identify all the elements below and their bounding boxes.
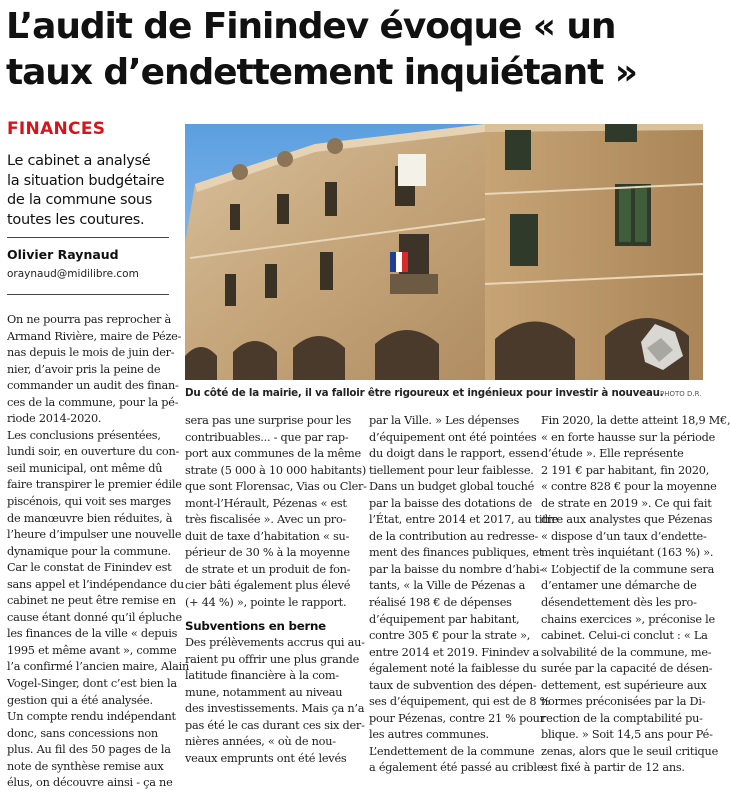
text-line: de manœuvre bien réduites, à bbox=[7, 511, 173, 525]
text-line: les finances de la ville « depuis bbox=[7, 627, 178, 641]
divider bbox=[7, 294, 169, 295]
text-line: L’endettement de la commune bbox=[369, 744, 535, 758]
text-line: dettement, est supérieure aux bbox=[541, 678, 707, 692]
text-line: taux de subvention des dépen- bbox=[369, 678, 537, 692]
text-line: du doigt dans le rapport, essen- bbox=[369, 447, 544, 461]
text-line: Un compte rendu indépendant bbox=[7, 710, 176, 724]
column-2-paragraph bbox=[185, 413, 367, 612]
text-line: duit de taxe d’habitation « su- bbox=[185, 529, 350, 543]
text-line: d’entamer une démarche de bbox=[541, 579, 697, 593]
text-line: contre 305 € pour la strate », bbox=[369, 629, 531, 643]
text-line: cier bâti également plus élevé bbox=[185, 579, 351, 593]
divider bbox=[7, 237, 169, 238]
text-line: élus, on découvre ainsi - ça ne bbox=[7, 776, 173, 790]
text-line: périeur de 30 % à la moyenne bbox=[185, 546, 350, 560]
text-line: Car le constat de Finindev est bbox=[7, 561, 172, 575]
text-line: l’État, entre 2014 et 2017, au titre bbox=[369, 513, 559, 527]
text-line: « dispose d’un taux d’endette- bbox=[541, 529, 707, 543]
text-line: cabinet. Celui-ci conclut : « La bbox=[541, 629, 708, 643]
text-line: Fin 2020, la dette atteint 18,9 M€, bbox=[541, 414, 730, 427]
text-line: également noté la faiblesse du bbox=[369, 662, 537, 676]
text-line: note de synthèse remise aux bbox=[7, 759, 164, 773]
text-line: est fixé à partir de 12 ans. bbox=[541, 761, 685, 775]
text-line: 1995 et même avant », comme bbox=[7, 643, 177, 657]
text-line: port aux communes de la même bbox=[185, 447, 361, 461]
author-email: oraynaud@midilibre.com bbox=[7, 268, 139, 280]
text-line: ces de la commune, pour la pé- bbox=[7, 395, 179, 409]
headline-line-2: taux d’endettement inquiétant » bbox=[6, 52, 637, 93]
text-line: normes préconisées par la Di- bbox=[541, 695, 706, 709]
text-line: plus. Au fil des 50 pages de la bbox=[7, 743, 171, 757]
text-line: par la baisse des dotations de bbox=[369, 496, 532, 510]
text-line: l’heure d’impulser une nouvelle bbox=[7, 528, 182, 542]
article-column-1 bbox=[7, 312, 190, 792]
text-line: que sont Florensac, Vias ou Cler- bbox=[185, 480, 367, 494]
text-line: de strate en 2019 ». Ce qui fait bbox=[541, 496, 712, 510]
text-line: On ne pourra pas reprocher à bbox=[7, 313, 172, 326]
text-line: mune, notamment au niveau bbox=[185, 685, 343, 699]
text-line: pour Pézenas, contre 21 % pour bbox=[369, 711, 545, 725]
headline-line-1: L’audit de Finindev évoque « un bbox=[6, 6, 616, 47]
text-line: latitude financière à la com- bbox=[185, 669, 339, 683]
text-line: désendettement dès les pro- bbox=[541, 596, 697, 610]
photo-caption: Du côté de la mairie, il va falloir être rigoureux et ingénieux pour investir à nouveau. bbox=[185, 387, 664, 399]
photo-credit: PHOTO D.R. bbox=[660, 390, 702, 398]
text-line: cause étant donné qu’il épluche bbox=[7, 610, 182, 624]
text-line: ment des finances publiques, et bbox=[369, 546, 544, 560]
text-line: piscénois, qui voit ses marges bbox=[7, 495, 171, 509]
article-column-3 bbox=[369, 413, 559, 777]
text-line: ment très inquiétant (163 %) ». bbox=[541, 546, 714, 560]
text-line: « en forte hausse sur la période bbox=[541, 430, 716, 444]
building-illustration bbox=[185, 124, 703, 380]
text-line: gestion qui a été analysée. bbox=[7, 693, 153, 707]
text-line: des investissements. Mais ça n’a bbox=[185, 702, 365, 716]
standfirst-line: la situation budgétaire bbox=[7, 172, 165, 189]
standfirst-line: Le cabinet a analysé bbox=[7, 153, 151, 169]
text-line: lundi soir, en ouverture du con- bbox=[7, 445, 180, 459]
text-line: sera pas une surprise pour les bbox=[185, 414, 352, 427]
text-line: par la Ville. » Les dépenses bbox=[369, 414, 520, 427]
text-line: 2 191 € par habitant, fin 2020, bbox=[541, 463, 710, 477]
text-line: (+ 44 %) », pointe le rapport. bbox=[185, 596, 347, 610]
text-line: riode 2014-2020. bbox=[7, 412, 102, 426]
text-line: faire transpirer le premier édile bbox=[7, 478, 182, 492]
text-line: seil municipal, ont même dû bbox=[7, 461, 163, 475]
town-hall-photo bbox=[185, 124, 703, 380]
text-line: tants, « la Ville de Pézenas a bbox=[369, 579, 526, 593]
text-line: nières années, « où de nou- bbox=[185, 735, 336, 749]
headline bbox=[6, 4, 706, 96]
text-line: chains exercices », préconise le bbox=[541, 612, 715, 626]
text-line: dire aux analystes que Pézenas bbox=[541, 513, 713, 527]
standfirst bbox=[7, 152, 179, 230]
text-line: « L’objectif de la commune sera bbox=[541, 562, 715, 576]
text-line: dynamique pour la commune. bbox=[7, 544, 171, 558]
text-line: tiellement pour leur faiblesse. bbox=[369, 463, 534, 477]
text-line: Dans un budget global touché bbox=[369, 480, 535, 494]
standfirst-line: de la commune sous bbox=[7, 192, 153, 208]
text-line: d’équipement ont été pointées bbox=[369, 430, 537, 444]
text-line: donc, sans concessions non bbox=[7, 726, 158, 740]
text-line: Vogel-Singer, dont c’est bien la bbox=[7, 677, 177, 691]
text-line: cabinet ne peut être remise en bbox=[7, 594, 176, 608]
text-line: mont-l’Hérault, Pézenas « est bbox=[185, 496, 347, 510]
text-line: solvabilité de la commune, me- bbox=[541, 645, 712, 659]
text-line: les autres communes. bbox=[369, 728, 489, 742]
text-line: de strate et un produit de fon- bbox=[185, 562, 351, 576]
text-line: sans appel et l’indépendance du bbox=[7, 577, 184, 591]
column-2-paragraph bbox=[185, 635, 365, 767]
text-line: entre 2014 et 2019. Finindev a bbox=[369, 645, 540, 659]
text-line: strate (5 000 à 10 000 habitants) bbox=[185, 463, 366, 477]
text-line: nier, d’avoir pris la peine de bbox=[7, 362, 161, 376]
text-line: Armand Rivière, maire de Péze- bbox=[7, 329, 182, 343]
text-line: d’étude ». Elle représente bbox=[541, 447, 684, 461]
text-line: veaux emprunts ont été levés bbox=[185, 751, 347, 765]
text-line: Des prélèvements accrus qui au- bbox=[185, 636, 365, 650]
subheading: Subventions en berne bbox=[185, 618, 326, 633]
author-name: Olivier Raynaud bbox=[7, 247, 119, 262]
text-line: zenas, alors que le seuil critique bbox=[541, 744, 718, 758]
standfirst-line: toutes les coutures. bbox=[7, 211, 145, 228]
text-line: réalisé 198 € de dépenses bbox=[369, 596, 512, 610]
text-line: commander un audit des finan- bbox=[7, 379, 179, 393]
text-line: par la baisse du nombre d’habi- bbox=[369, 562, 543, 576]
text-line: Les conclusions présentées, bbox=[7, 428, 161, 442]
text-line: d’équipement par habitant, bbox=[369, 612, 520, 626]
text-line: contribuables... - que par rap- bbox=[185, 430, 349, 444]
text-line: surée par la capacité de désen- bbox=[541, 662, 713, 676]
text-line: pas été le cas durant ces six der- bbox=[185, 718, 365, 732]
text-line: de la contribution au redresse- bbox=[369, 529, 539, 543]
section-rubric: FINANCES bbox=[7, 119, 106, 139]
text-line: raient pu offrir une plus grande bbox=[185, 652, 360, 666]
text-line: nas depuis le mois de juin der- bbox=[7, 346, 175, 360]
text-line: très fiscalisée ». Avec un pro- bbox=[185, 513, 347, 527]
text-line: ses d’équipement, qui est de 8 % bbox=[369, 695, 551, 709]
text-line: « contre 828 € pour la moyenne bbox=[541, 480, 717, 494]
text-line: blique. » Soit 14,5 ans pour Pé- bbox=[541, 728, 713, 742]
article-column-4 bbox=[541, 413, 730, 777]
text-line: a également été passé au crible. bbox=[369, 761, 547, 775]
text-line: rection de la comptabilité pu- bbox=[541, 711, 703, 725]
article-column-2 bbox=[185, 413, 367, 767]
text-line: l’a confirmé l’ancien maire, Alain bbox=[7, 660, 190, 674]
